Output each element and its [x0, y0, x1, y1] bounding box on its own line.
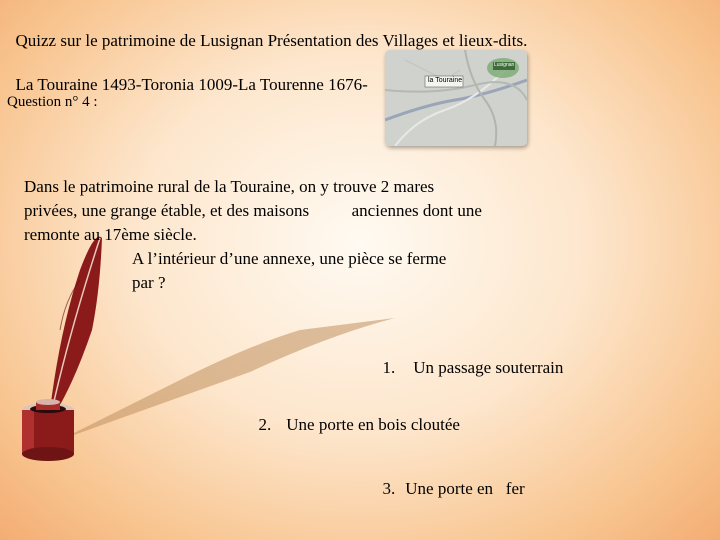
- answer-option-2[interactable]: [250, 395, 460, 435]
- answer-text: Une porte en bois cloutée: [286, 415, 460, 434]
- title-line-2: La Touraine 1493-Toronia 1009-La Tourenne 1676-: [15, 75, 368, 94]
- answer-text: Un passage souterrain: [413, 358, 564, 377]
- map-place-label: la Touraine: [428, 77, 463, 84]
- question-label: Question n° 4 :: [7, 94, 98, 110]
- answer-text: Une porte en fer: [405, 479, 525, 498]
- body-line-2: privées, une grange étable, et des maisons anciennes dont une: [24, 201, 482, 220]
- answer-number: 3.: [382, 479, 396, 498]
- body-line-5: par ?: [132, 273, 166, 292]
- body-line-4: A l’intérieur d’une annexe, une pièce se ferme: [132, 249, 447, 268]
- body-line-1: Dans le patrimoine rural de la Touraine, on y trouve 2 mares: [24, 177, 435, 196]
- answer-option-1[interactable]: [374, 338, 563, 378]
- body-line-3: remonte au 17ème siècle.: [24, 225, 197, 244]
- answer-number: 1.: [382, 358, 396, 377]
- title-line-1: Quizz sur le patrimoine de Lusignan Présentation des Villages et lieux-dits.: [15, 31, 528, 50]
- answer-option-3[interactable]: [374, 459, 525, 499]
- map-town-label: Lusignan: [494, 62, 515, 68]
- question-body: [24, 175, 482, 295]
- answer-number: 2.: [258, 415, 272, 434]
